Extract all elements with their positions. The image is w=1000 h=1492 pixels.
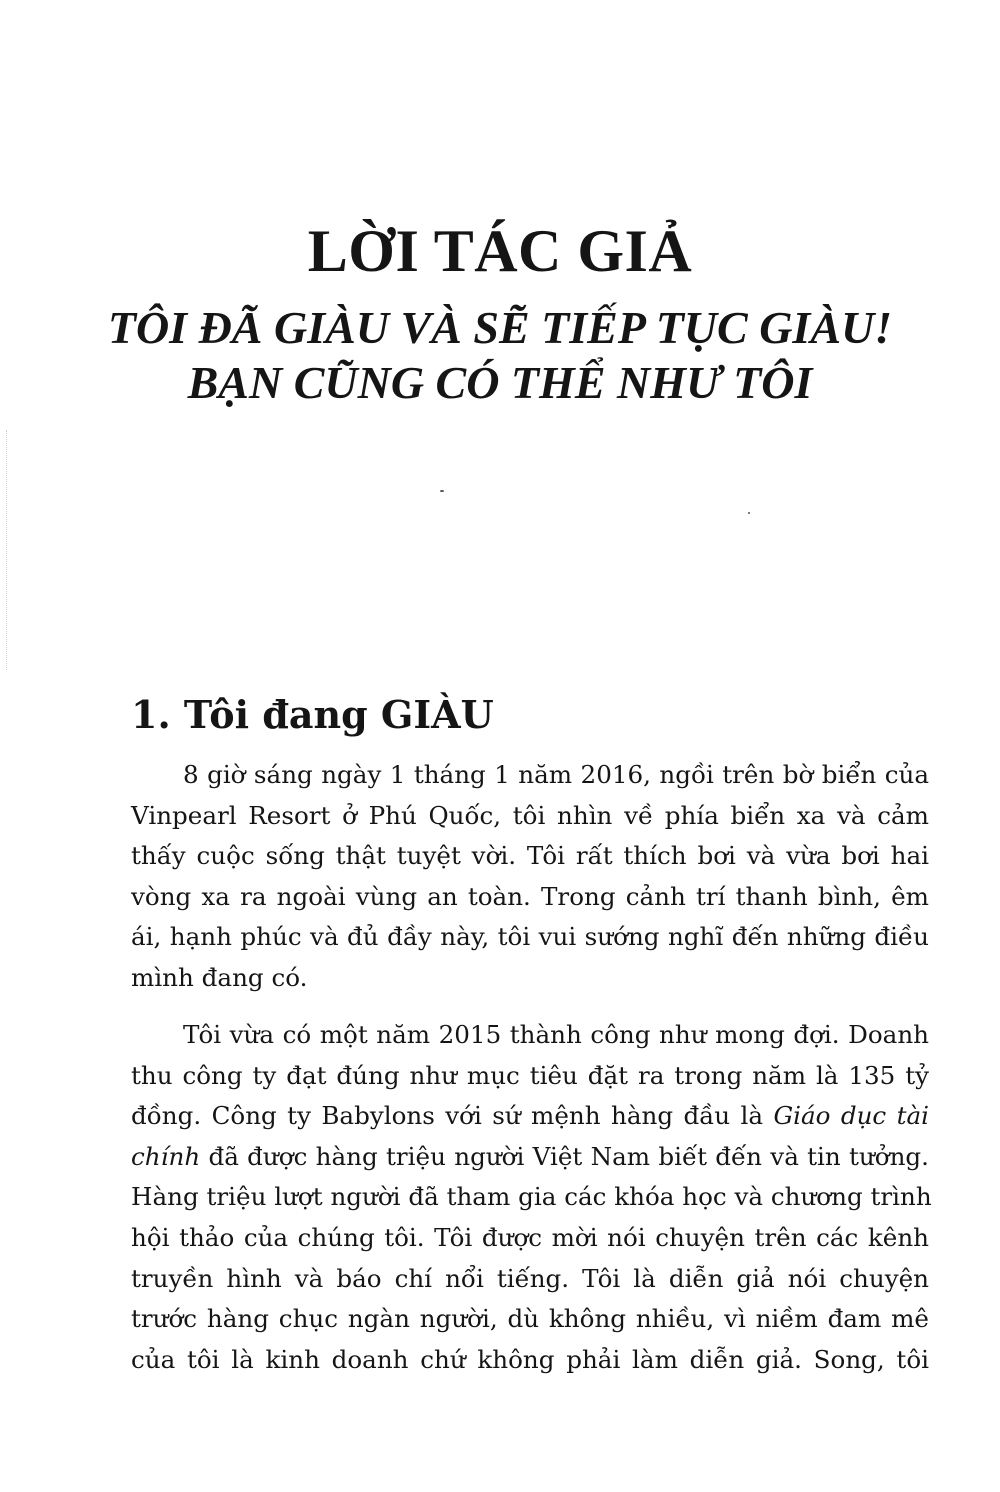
paragraph-line: Hàng triệu lượt người đã tham gia các khóa học và chương trình — [131, 1182, 932, 1212]
paragraph-line: mình đang có. — [131, 962, 308, 992]
page-edge-mark — [6, 430, 8, 670]
paragraph-1 — [131, 755, 929, 999]
paragraph-line: của tôi là kinh doanh chứ không phải làm diễn giả. Song, tôi — [131, 1344, 929, 1374]
page-title: LỜI TÁC GIẢ — [307, 218, 693, 284]
paragraph-line: vòng xa ra ngoài vùng an toàn. Trong cảnh trí thanh bình, êm — [131, 881, 929, 911]
paragraph-line: thấy cuộc sống thật tuyệt vời. Tôi rất thích bơi và vừa bơi hai — [131, 841, 929, 871]
print-speck — [440, 490, 444, 492]
paragraph-line-mixed — [131, 1096, 929, 1137]
paragraph-line: ái, hạnh phúc và đủ đầy này, tôi vui sướng nghĩ đến những điều — [131, 922, 929, 952]
paragraph-line-mixed — [131, 1137, 929, 1178]
paragraph-line: Tôi vừa có một năm 2015 thành công như mong đợi. Doanh — [183, 1020, 929, 1049]
line-text: đã được hàng triệu người Việt Nam biết đến và tin tưởng. — [200, 1141, 929, 1171]
page-subtitle-line1: TÔI ĐÃ GIÀU VÀ SẼ TIẾP TỤC GIÀU! — [107, 302, 893, 353]
line-text: đồng. Công ty Babylons với sứ mệnh hàng đầu là — [131, 1101, 774, 1131]
paragraph-line: 8 giờ sáng ngày 1 tháng 1 năm 2016, ngồi trên bờ biển của — [183, 760, 929, 789]
page-subtitle-line2: BẠN CŨNG CÓ THỂ NHƯ TÔI — [187, 357, 813, 408]
paragraph-line: Vinpearl Resort ở Phú Quốc, tôi nhìn về phía biển xa và cảm — [131, 800, 929, 830]
paragraph-2 — [131, 1015, 932, 1380]
italic-term: Giáo dục tài — [773, 1101, 929, 1131]
section-heading: 1. Tôi đang GIÀU — [131, 692, 494, 737]
paragraph-line: truyền hình và báo chí nổi tiếng. Tôi là diễn giả nói chuyện — [131, 1263, 929, 1293]
print-speck — [748, 512, 750, 514]
paragraph-line: trước hàng chục ngàn người, dù không nhiều, vì niềm đam mê — [131, 1304, 929, 1334]
italic-term: chính — [131, 1141, 201, 1171]
paragraph-line: thu công ty đạt đúng như mục tiêu đặt ra trong năm là 135 tỷ — [131, 1060, 929, 1090]
paragraph-line: hội thảo của chúng tôi. Tôi được mời nói chuyện trên các kênh — [131, 1222, 929, 1252]
